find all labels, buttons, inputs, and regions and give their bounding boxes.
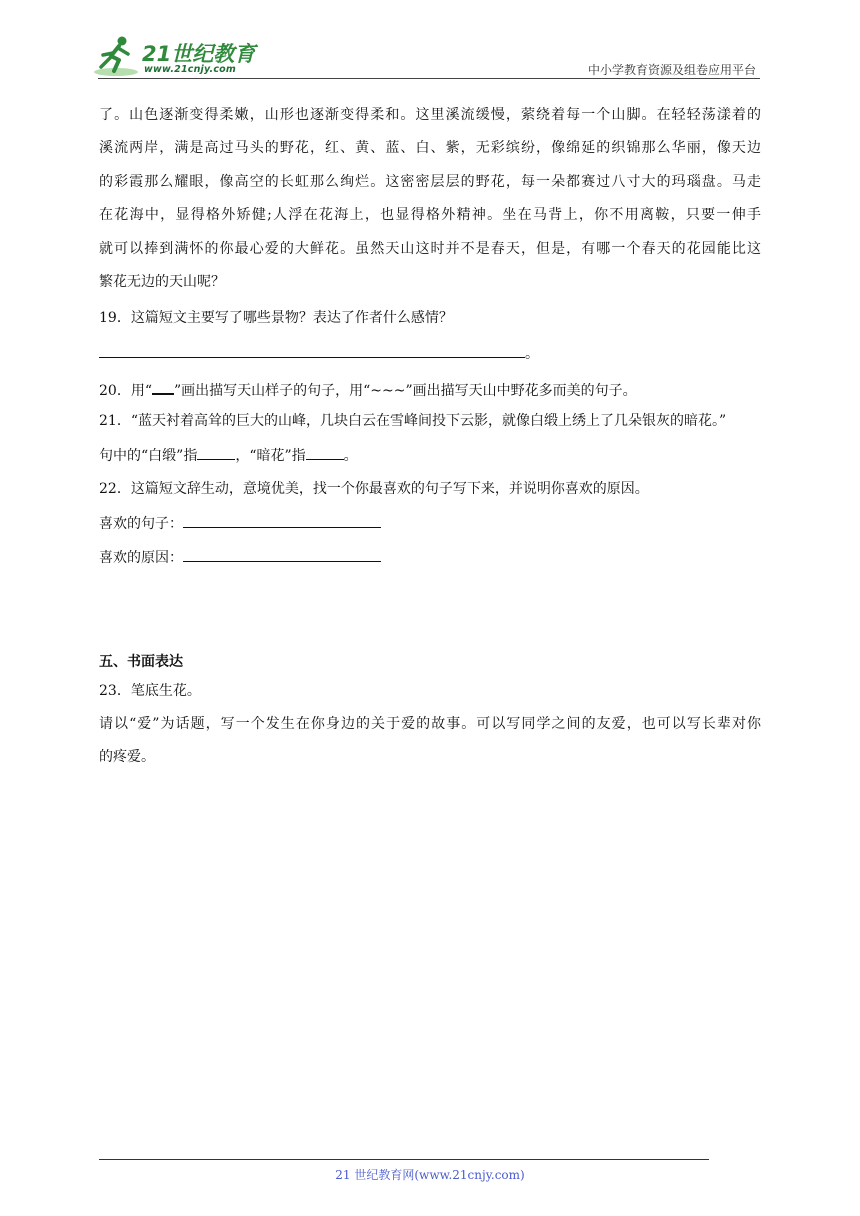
answer-blank[interactable]	[99, 343, 525, 358]
question-text: ，“暗花”指	[235, 448, 306, 464]
favorite-sentence-blank[interactable]	[183, 513, 381, 528]
passage-line: 了。山色逐渐变得柔嫩，山形也逐渐变得柔和。这里溪流缓慢，萦绕着每一个山脚。在轻轻荡漾着的	[99, 107, 761, 123]
favorite-sentence-row	[99, 513, 761, 533]
header-platform-text: 中小学教育资源及组卷应用平台	[587, 63, 756, 77]
writing-prompt-line: 请以“爱”为话题，写一个发生在你身边的关于爱的故事。可以写同学之间的友爱，也可以写长辈对你	[99, 716, 761, 732]
passage-line: 在花海中，显得格外矫健;人浮在花海上，也显得格外精神。坐在马背上，你不用离鞍，只要一伸手	[99, 207, 761, 223]
header-divider	[98, 78, 760, 79]
runner-logo-icon	[92, 34, 142, 78]
question-21: 21．“蓝天衬着高耸的巨大的山峰，几块白云在雪峰间投下云影，就像白缎上绣上了几朵银灰的暗花。”	[99, 413, 727, 429]
passage-line: 的彩霞那么耀眼，像高空的长虹那么绚烂。这密密层层的野花，每一朵都赛过八寸大的玛瑙盘。马走	[99, 174, 761, 190]
field-label: 喜欢的原因：	[99, 550, 183, 566]
favorite-reason-blank[interactable]	[183, 547, 381, 562]
field-label: 喜欢的句子：	[99, 516, 183, 532]
favorite-reason-row	[99, 547, 761, 567]
question-text: 20．用“	[99, 383, 152, 399]
passage-line: 溪流两岸，满是高过马头的野花，红、黄、蓝、白、紫，无彩缤纷，像绵延的织锦那么华丽，像天边	[99, 140, 761, 156]
answer-blank[interactable]	[306, 445, 344, 460]
logo	[92, 34, 262, 80]
answer-blank[interactable]	[197, 445, 235, 460]
writing-prompt-line: 的疼爱。	[99, 749, 155, 765]
question-23: 23．笔底生花。	[99, 683, 201, 699]
question-20	[99, 379, 761, 400]
logo-text: 21世纪教育	[142, 42, 256, 66]
question-text: 句中的“白缎”指	[99, 448, 198, 464]
footer-divider	[99, 1159, 709, 1160]
page-header	[0, 0, 860, 80]
answer-line-19	[99, 343, 761, 363]
punctuation: 。	[343, 448, 358, 464]
question-text: ”画出描写天山样子的句子，用“~~~”画出描写天山中野花多而美的句子。	[173, 383, 637, 399]
question-22: 22．这篇短文辞生动，意境优美，找一个你最喜欢的句子写下来，并说明你喜欢的原因。	[99, 481, 649, 497]
punctuation: 。	[525, 346, 539, 362]
logo-url: www.21cnjy.com	[144, 64, 236, 75]
footer-text: 21 世纪教育网(www.21cnjy.com)	[335, 1168, 525, 1182]
passage-line: 就可以捧到满怀的你最心爱的大鲜花。虽然天山这时并不是春天，但是，有哪一个春天的花园能比这	[99, 241, 761, 257]
question-19: 19．这篇短文主要写了哪些景物？表达了作者什么感情？	[99, 310, 453, 326]
passage-line: 繁花无边的天山呢？	[99, 274, 225, 290]
straight-underline-mark	[152, 379, 174, 395]
section-title: 五、书面表达	[99, 654, 183, 670]
question-21-fill	[99, 445, 761, 465]
